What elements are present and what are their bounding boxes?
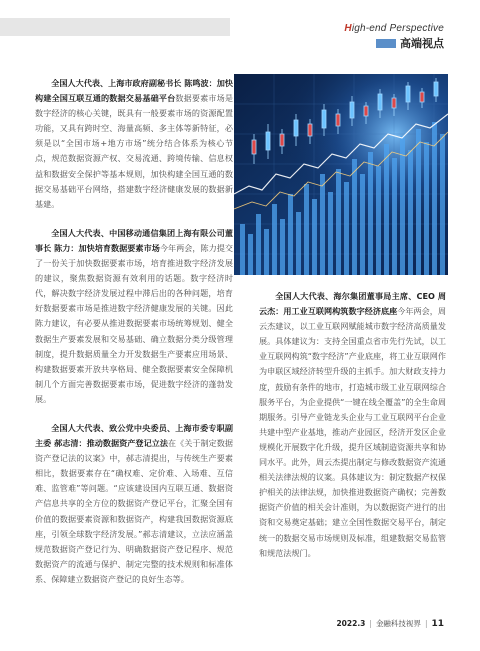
footer-separator: | [369, 619, 372, 628]
paragraph-chen-li [35, 226, 233, 407]
page-footer [336, 618, 444, 629]
magazine-name: 金融科技视界 [375, 619, 421, 628]
header-accent-bar [376, 39, 396, 48]
page-number: 11 [431, 618, 444, 629]
section-header [344, 23, 444, 51]
paragraph-body: 数据要素市场是数字经济的核心关键，既具有一般要素市场的资源配置功能，又具有跨时空、海量高频、多主体等新特征，必须是以“全国市场+地方市场”统分结合体系为核心节点，规范数据资源产权、交易流通、跨境传输、信息权益和数据安全保护等基本规则，加快构建全国互通的数据交易基础平台网络，搭建数字经济健康发展的数据新基建。 [35, 93, 233, 209]
paragraph-body: 今年两会，陈力提交了一份关于加快数据要素市场，培育推进数字经济发展的建议，聚焦数据资源有效利用的话题。数字经济时代，解决数字经济发展过程中滞后出的各种问题，培育好数据要素市场是推进数字经济健康发展的关键。因此陈力建议，有必要从推进数据要素市场统筹规划、健全数据生产要素发展和交易基础、确立数据分类分级管理制度，提升数据质量全力开发数据生产要素应用场景、构建数据要素开放共享格局、健全数据要素安全保障机制几个方面完善数据要素市场，促进数字经济的蓬勃发展。 [35, 242, 233, 404]
paragraph-lead: 全国人大代表、上海市政府副秘书长 陈鸣波：加快构建全国互联互通的数据交易基础平台 [35, 78, 233, 104]
issue-date: 2022.3 [336, 619, 366, 628]
financial-chart-photo [234, 74, 448, 275]
paragraph-hao-zhiqing [35, 421, 233, 587]
left-column [35, 76, 233, 601]
paragraph-lead: 全国人大代表、海尔集团董事局主席、CEO 周云杰：用工业互联网构筑数字经济底座 [259, 291, 446, 317]
header-gray-strip [0, 18, 230, 36]
stock-chart-image [234, 74, 448, 275]
section-header-cn-text: 高端视点 [400, 37, 444, 50]
paragraph-chen-mingbo [35, 76, 233, 212]
section-header-en [344, 23, 444, 34]
right-column [259, 289, 446, 575]
section-header-en-rest: igh-end Perspective [351, 23, 444, 34]
section-header-cn [344, 35, 444, 51]
paragraph-body: 今年两会，周云杰建议，以工业互联网赋能城市数字经济高质量发展。具体建议为：支持全国重点省市先行先试，以工业互联网构筑“数字经济”产业底座，将工业互联网作为申联区域经济转型升级的主抓手。加大财政支持力度，鼓励有条件的地市，打造城市级工业互联网综合服务平台，为企业提供“一键在线全覆盖”的全生命周期服务。引导产业链龙头企业与工业互联网平台企业共建中型产业基地，推动产业园区，经济开发区企业规模化开展数字化升级，提升区域制造资源共享和协同水平。此外，周云杰提出制定与修改数据资产流通相关法律法规的议案。具体建议为：制定数据产权保护相关的法律法规，加快推进数据资产确权；完善数据资产价值的相关会计准则，为以数据资产进行的出资和交易奠定基础；建立全国性数据交易平台，制定统一的数据交易市场规则及标准，组建数据交易监管和规范法规门。 [259, 306, 446, 558]
paragraph-lead: 全国人大代表、致公党中央委员、上海市委专职副主委 郝志清：推动数据资产登记立法 [35, 422, 233, 449]
paragraph-zhou-yunjie [259, 289, 446, 561]
footer-separator: | [424, 619, 428, 628]
paragraph-body: 在《关于制定数据资产登记法的议案》中，郝志清提出，与传统生产要素相比，数据要素存在“确权难、定价难、入场难、互信难、监管难”等问题。“应该建设国内互联互通、数据资产信息共享的全方位的数据资产登记平台，汇聚全国有价值的数据要素资源和数据资产，构建我国数据资源底座，引领全球数字经济发展。”郝志清建议，立法应涵盖规范数据资产登记行为、明确数据资产登记程序、规范数据资产的流通与保护、制定完整的技术规则和标准体系、保障建立数据资产登记的良好生态等。 [35, 438, 233, 584]
section-header-en-initial: H [344, 23, 352, 34]
paragraph-lead: 全国人大代表、中国移动通信集团上海有限公司董事长 陈力：加快培育数据要素市场 [35, 227, 233, 253]
